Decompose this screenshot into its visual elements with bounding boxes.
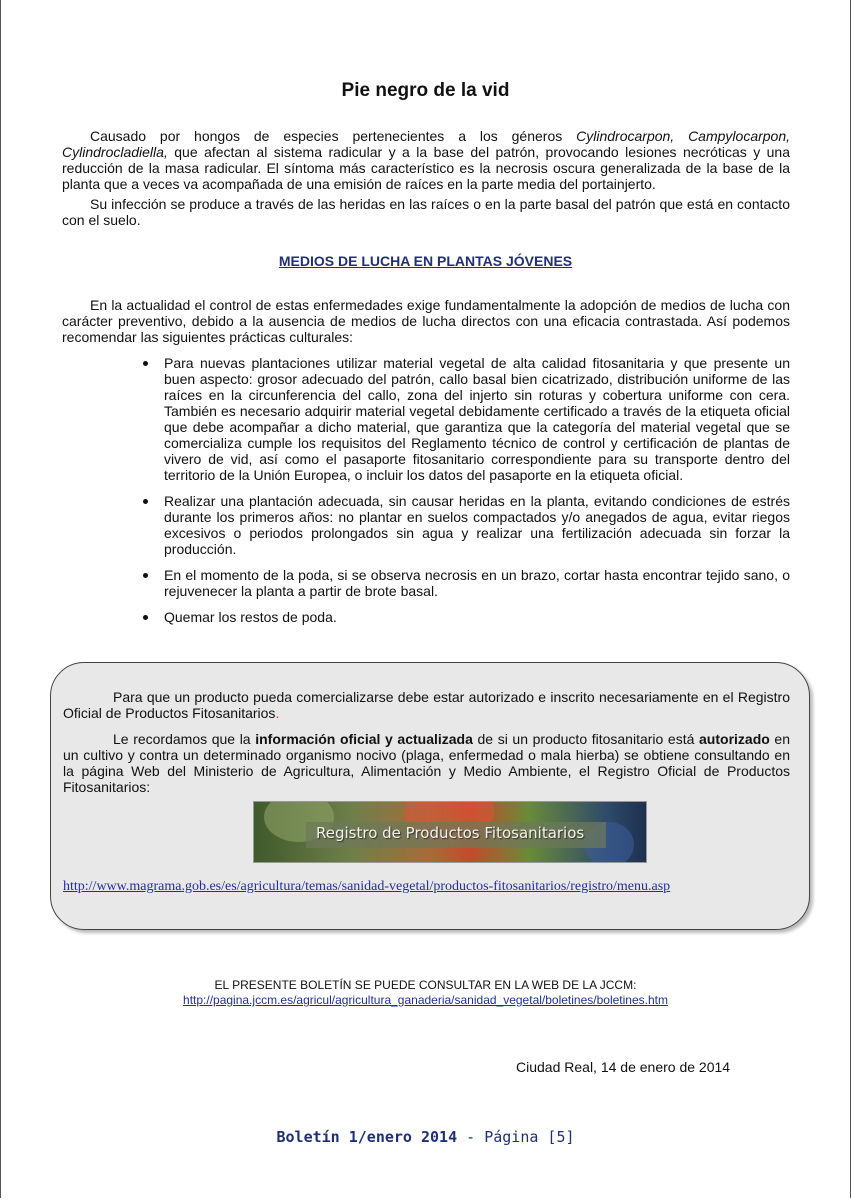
list-item xyxy=(140,355,790,483)
intro-paragraph-1 xyxy=(62,128,790,192)
list-item-text: Quemar los restos de poda. xyxy=(164,609,337,625)
bullet-icon xyxy=(143,573,148,578)
bullet-icon xyxy=(143,499,148,504)
page-number: Página [5] xyxy=(484,1128,575,1146)
notice-period: . xyxy=(275,705,280,721)
page-title: Pie negro de la vid xyxy=(341,80,510,101)
section-heading: MEDIOS DE LUCHA EN PLANTAS JÓVENES xyxy=(278,253,573,269)
bullet-icon xyxy=(143,615,148,620)
footer-note-text: EL PRESENTE BOLETÍN SE PUEDE CONSULTAR EN LA WEB DE LA JCCM: xyxy=(214,978,637,992)
list-item xyxy=(140,567,790,599)
registry-link[interactable]: http://www.magrama.gob.es/es/agricultura/temas/sanidad-vegetal/productos-fitosanitarios/registro/menu.asp xyxy=(63,879,671,894)
date-line: Ciudad Real, 14 de enero de 2014 xyxy=(516,1059,731,1075)
notice-text-1: Para que un producto pueda comercializarse debe estar autorizado e inscrito necesariamente en el Registro Oficial de Productos Fitosanitarios xyxy=(63,689,790,721)
section-intro: En la actualidad el control de estas enfermedades exige fundamentalmente la adopción de medios de lucha con carácter preventivo, debido a la ausencia de medios de lucha directos con una eficacia contrastada. Así podemos recomendar las siguientes prácticas culturales: xyxy=(62,297,790,345)
intro-text-a: Causado por hongos de especies pertenecientes a los géneros xyxy=(90,128,577,144)
list-item-text: En el momento de la poda, si se observa necrosis en un brazo, cortar hasta encontrar tejido sano, o rejuvenecer la planta a partir de brote basal. xyxy=(164,567,790,599)
intro-paragraph-2: Su infección se produce a través de las heridas en las raíces o en la parte basal del patrón que está en contacto con el suelo. xyxy=(62,196,790,228)
page-separator: - xyxy=(457,1128,485,1146)
notice-box xyxy=(50,662,810,930)
list-item-text: Para nuevas plantaciones utilizar material vegetal de alta calidad fitosanitaria y que presente un buen aspecto: grosor adecuado del patrón, callo basal bien cicatrizado, distribución uniforme de las raíces en la circunferencia del callo, zona del injerto sin roturas y cobertura uniforme con cera. También es necesario adquirir material vegetal debidamente certificado a través de la etiqueta oficial que debe acompañar a dicho material, que garantiza que la categoría del material vegetal que se comercializa cumple los requisitos del Reglamento técnico de control y certificación de plantas de vivero de vid, así como el pasaporte fitosanitario correspondiente para su transporte dentro del territorio de la Unión Europea, o incluir los datos del pasaporte en la etiqueta oficial. xyxy=(164,355,790,483)
notice-bold-info: información oficial y actualizada xyxy=(255,731,473,747)
list-item xyxy=(140,609,790,625)
notice-paragraph-1 xyxy=(63,689,790,721)
list-item-text: Realizar una plantación adecuada, sin causar heridas en la planta, evitando condiciones de estrés durante los primeros años: no plantar en suelos compactados y/o anegados de agua, evitar riegos excesivos o periodos prolongados sin agua y realizar una fertilización adecuada sin forzar la producción. xyxy=(164,493,790,557)
intro-genera: Cylindrocarpon, Campylocarpon, Cylindrocladiella, xyxy=(62,128,791,160)
footer-note xyxy=(0,978,851,1008)
bulletin-label: Boletín 1/enero 2014 xyxy=(276,1128,458,1146)
banner-label: Registro de Productos Fitosanitarios xyxy=(316,824,585,842)
list-item xyxy=(140,493,790,557)
notice-bold-authorized: autorizado xyxy=(699,731,770,747)
page-footer xyxy=(0,1128,851,1146)
notice-text-2a: Le recordamos que la xyxy=(113,731,256,747)
registry-banner-link[interactable] xyxy=(253,801,647,863)
notice-paragraph-2 xyxy=(63,731,790,795)
intro-text-b: que afectan al sistema radicular y a la base del patrón, provocando lesiones necróticas y una reducción de la masa radicular. El síntoma más característico es la necrosis oscura generalizada de la base de la planta que a veces va acompañada de una emisión de raíces en la parte media del portainjerto. xyxy=(62,144,790,192)
bulletins-link[interactable]: http://pagina.jccm.es/agricul/agricultura_ganaderia/sanidad_vegetal/boletines/boletines.htm xyxy=(183,993,668,1007)
practices-list xyxy=(140,355,790,635)
notice-text-2c: en un cultivo y contra un determinado organismo nocivo (plaga, enfermedad o mala hierba) se obtiene consultando en la página Web del Ministerio de Agricultura, Alimentación y Medio Ambiente, el Registro Oficial de Productos Fitosanitarios: xyxy=(63,731,790,795)
notice-text-2b: de si un producto fitosanitario está xyxy=(472,731,700,747)
bullet-icon xyxy=(143,361,148,366)
